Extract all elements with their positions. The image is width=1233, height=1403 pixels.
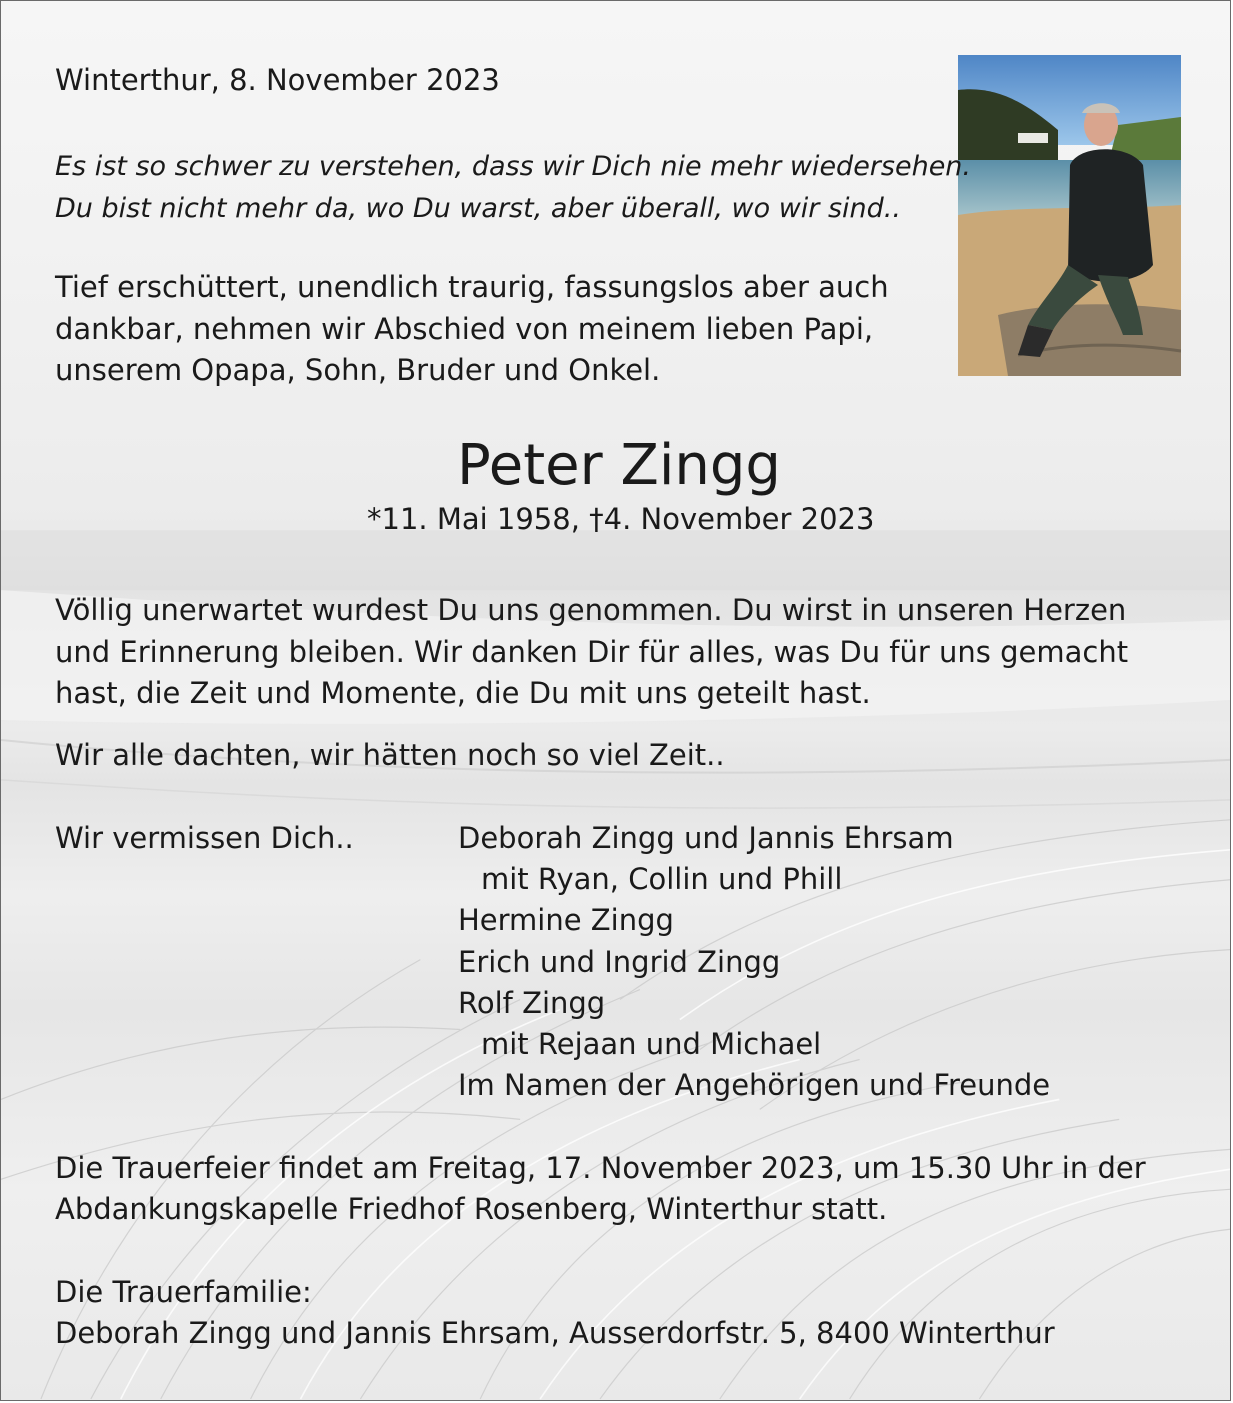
message-line-1: Völlig unerwartet wurdest Du uns genommen. Du wirst in unseren Herzen xyxy=(55,593,1127,627)
message-line-4: Wir alle dachten, wir hätten noch so viel Zeit.. xyxy=(55,738,725,772)
mourner-name: mit Ryan, Collin und Phill xyxy=(481,862,843,896)
family-label: Die Trauerfamilie: xyxy=(55,1275,312,1309)
mourner-name: Hermine Zingg xyxy=(458,903,674,937)
mourner-name: Deborah Zingg und Jannis Ehrsam xyxy=(458,821,954,855)
message-line-2: und Erinnerung bleiben. Wir danken Dir für alles, was Du für uns gemacht xyxy=(55,635,1129,669)
mourner-name: Im Namen der Angehörigen und Freunde xyxy=(458,1068,1051,1102)
family-address: Deborah Zingg und Jannis Ehrsam, Ausserdorfstr. 5, 8400 Winterthur xyxy=(55,1316,1055,1350)
intro-line-1: Tief erschüttert, unendlich traurig, fassungslos aber auch xyxy=(55,270,889,304)
intro-line-3: unserem Opapa, Sohn, Bruder und Onkel. xyxy=(55,353,661,387)
place-date: Winterthur, 8. November 2023 xyxy=(55,63,500,97)
intro-line-2: dankbar, nehmen wir Abschied von meinem lieben Papi, xyxy=(55,312,874,346)
mourner-name: Rolf Zingg xyxy=(458,986,606,1020)
mourners-lead: Wir vermissen Dich.. xyxy=(55,821,354,855)
message-line-3: hast, die Zeit und Momente, die Du mit uns geteilt hast. xyxy=(55,676,871,710)
mourner-name: mit Rejaan und Michael xyxy=(481,1027,822,1061)
verse-line-2: Du bist nicht mehr da, wo Du warst, aber überall, wo wir sind.. xyxy=(55,193,901,224)
service-line-2: Abdankungskapelle Friedhof Rosenberg, Winterthur statt. xyxy=(55,1192,888,1226)
verse-line-1: Es ist so schwer zu verstehen, dass wir Dich nie mehr wiedersehen. xyxy=(55,151,971,182)
deceased-name: Peter Zingg xyxy=(457,433,781,498)
portrait-photo xyxy=(958,55,1181,376)
mourner-name: Erich und Ingrid Zingg xyxy=(458,945,781,979)
service-line-1: Die Trauerfeier findet am Freitag, 17. November 2023, um 15.30 Uhr in der xyxy=(55,1151,1146,1185)
life-dates: *11. Mai 1958, †4. November 2023 xyxy=(367,502,875,536)
